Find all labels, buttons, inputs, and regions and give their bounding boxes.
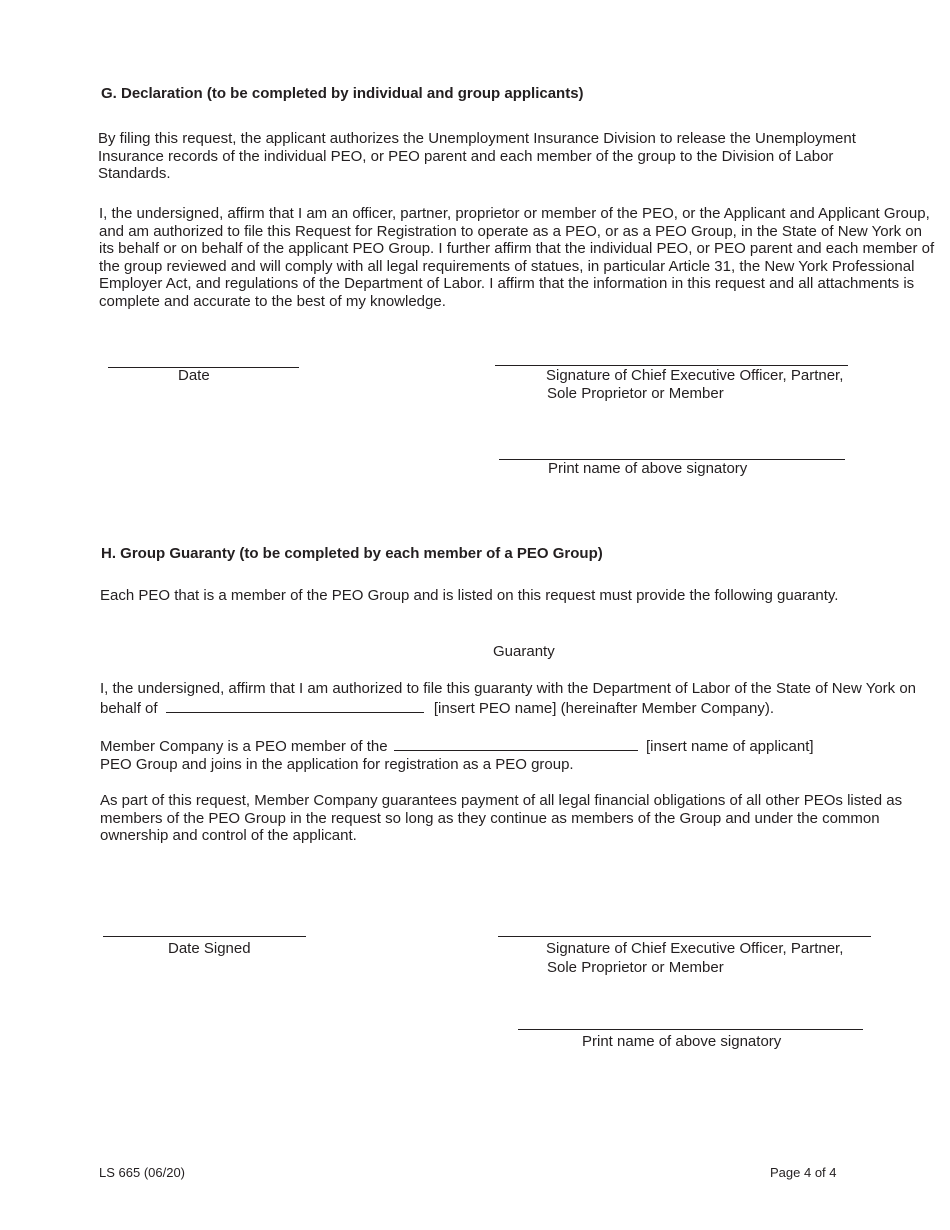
guaranty-signature-line[interactable] (498, 936, 871, 937)
guaranty-paragraph-3: As part of this request, Member Company guarantees payment of all legal financial obligations of all other PEOs listed as members of the PEO Group in the request so long as they continue as members of the Group and under the common ownership and control of the applicant. (100, 792, 903, 845)
guaranty-para1-line1: I, the undersigned, affirm that I am authorized to file this guaranty with the Department of Labor of the State of New York on (100, 680, 917, 697)
page-number: Page 4 of 4 (770, 1165, 837, 1180)
guaranty-print-name-line[interactable] (518, 1029, 863, 1030)
signature-label-line2: Sole Proprietor or Member (547, 385, 724, 402)
date-signed-label: Date Signed (168, 940, 251, 957)
section-g-heading: G. Declaration (to be completed by individual and group applicants) (101, 85, 584, 102)
peo-name-field[interactable] (166, 698, 424, 713)
applicant-name-field[interactable] (394, 736, 638, 751)
print-name-label: Print name of above signatory (548, 460, 748, 477)
section-g-affirmation-paragraph: I, the undersigned, affirm that I am an officer, partner, proprietor or member of the PEO, or the Applicant and Applicant Group, and am authorized to file this Request for Registration to operate as a PEO, or as a PEO Group, in the State of New York on its behalf or on behalf of the applicant PEO Group. I further affirm that the individual PEO, or PEO parent and each member of the group reviewed and will comply with all legal requirements of statues, in particular Article 31, the New York Professional Employer Act, and regulations of the Department of Labor. I affirm that the information in this request and all attachments is complete and accurate to the best of my knowledge. (99, 205, 935, 310)
applicant-name-instruction: [insert name of applicant] (645, 738, 814, 755)
section-h-intro: Each PEO that is a member of the PEO Group and is listed on this request must provide the following guaranty. (100, 587, 839, 604)
member-of-text: Member Company is a PEO member of the (100, 738, 388, 755)
section-g-authorization-paragraph: By filing this request, the applicant authorizes the Unemployment Insurance Division to release the Unemployment Insurance records of the individual PEO, or PEO parent and each member of the group to the Division of Labor Standards. (98, 130, 856, 183)
behalf-of-text: behalf of (100, 699, 158, 717)
guaranty-para2-line2: PEO Group and joins in the application for registration as a PEO group. (100, 755, 574, 773)
guaranty-print-name-label: Print name of above signatory (582, 1033, 782, 1050)
ceo-signature-line[interactable] (495, 365, 848, 366)
guaranty-signature-label-line1: Signature of Chief Executive Officer, Partner, (546, 940, 844, 957)
guaranty-para1-line2 (100, 698, 945, 718)
guaranty-title: Guaranty (493, 643, 555, 660)
section-h-heading: H. Group Guaranty (to be completed by each member of a PEO Group) (101, 545, 603, 562)
form-id: LS 665 (06/20) (99, 1165, 186, 1180)
peo-name-instruction: [insert PEO name] (hereinafter Member Company). (433, 699, 775, 717)
guaranty-para2-line1 (100, 736, 940, 756)
date-signed-line[interactable] (103, 936, 306, 937)
signature-label-line1: Signature of Chief Executive Officer, Partner, (546, 367, 844, 384)
guaranty-paragraph-1 (100, 680, 945, 717)
date-label: Date (178, 367, 210, 384)
guaranty-signature-label-line2: Sole Proprietor or Member (547, 959, 724, 976)
guaranty-paragraph-2 (100, 736, 940, 773)
